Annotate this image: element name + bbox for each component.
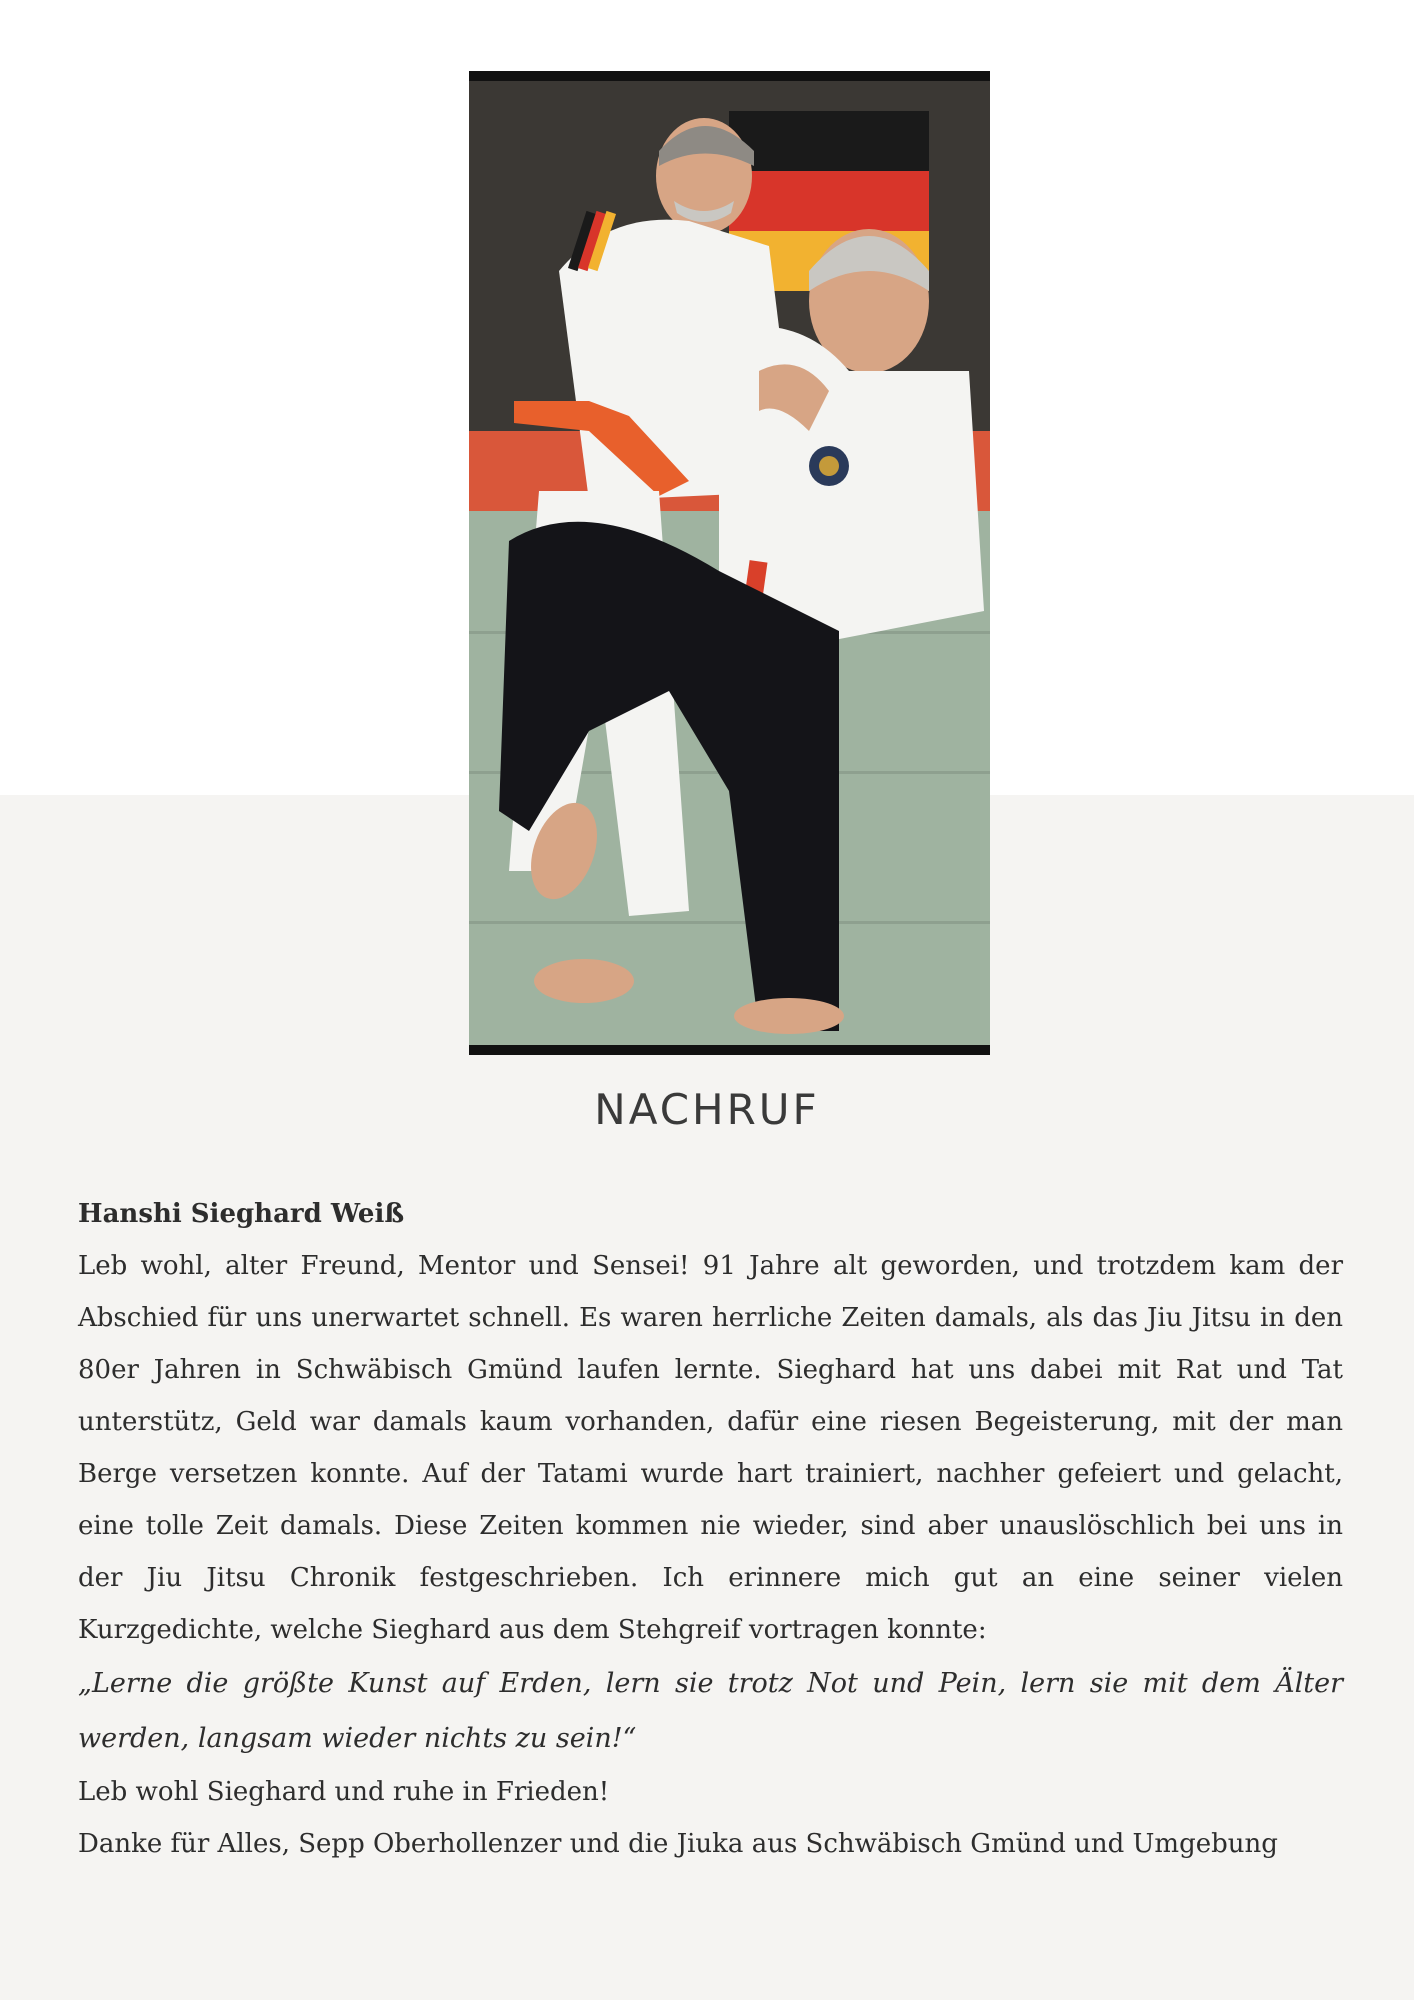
thanks-line: Danke für Alles, Sepp Oberhollenzer und die Jiuka aus Schwäbisch Gmünd und Umgebung: [78, 1829, 1278, 1859]
article-body: [78, 1188, 1343, 1870]
farewell-line: Leb wohl Sieghard und ruhe in Frieden!: [78, 1777, 610, 1807]
page-title: NACHRUF: [594, 1085, 820, 1134]
poem-quote: „Lerne die größte Kunst auf Erden, lern sie trotz Not und Pein, lern sie mit dem Älter werden, langsam wieder nichts zu sein!“: [78, 1668, 1343, 1754]
memorial-photo: [469, 71, 990, 1055]
deceased-name: Hanshi Sieghard Weiß: [78, 1199, 405, 1229]
tribute-paragraph: Leb wohl, alter Freund, Mentor und Sensei! 91 Jahre alt geworden, und trotzdem kam der Abschied für uns unerwartet schnell. Es waren herrliche Zeiten damals, als das Jiu Jitsu in den 80er Jahren in Schwäbisch Gmünd laufen lernte. Sieghard hat uns dabei mit Rat und Tat unterstütz, Geld war damals kaum vorhanden, dafür eine riesen Begeisterung, mit der man Berge versetzen konnte. Auf der Tatami wurde hart trainiert, nachher gefeiert und gelacht, eine tolle Zeit damals. Diese Zeiten kommen nie wieder, sind aber unauslöschlich bei uns in der Jiu Jitsu Chronik festgeschrieben. Ich erinnere mich gut an eine seiner vielen Kurzgedichte, welche Sieghard aus dem Stehgreif vortragen konnte:: [78, 1251, 1343, 1645]
photo-illustration: [469, 71, 990, 1055]
